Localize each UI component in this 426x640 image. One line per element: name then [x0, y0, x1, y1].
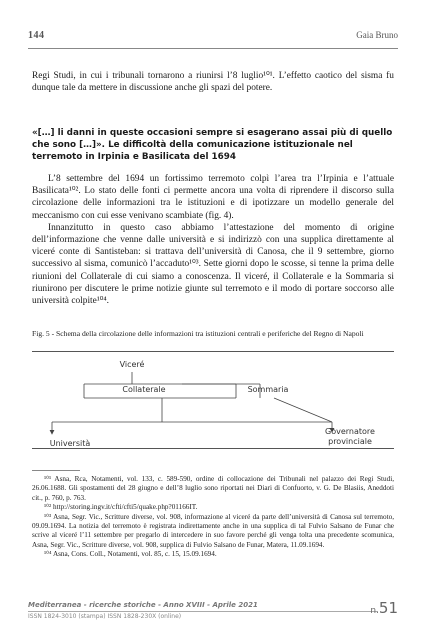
figure-diagram	[32, 351, 394, 449]
header-rule	[28, 48, 398, 49]
top-paragraph-block	[32, 70, 394, 94]
page-footer	[28, 601, 398, 625]
footnote: ¹⁰¹ Asna, Rca, Notamenti, vol. 133, c. 589-590, ordine di collocazione dei Tribunali nel palazzo dei Regi Studi, 26.06.1688. Gli spostamenti del 28 giugno e dell’8 luglio sono riportati nei Diari di Confuorto, v. G. De Blasiis, Aneddoti cit., p. 760, p. 763.	[32, 475, 394, 502]
issue-number	[370, 599, 398, 617]
running-header	[28, 30, 398, 44]
node-universita: Università	[49, 439, 91, 448]
node-governatore-line2: provinciale	[328, 437, 372, 446]
node-sommaria: Sommaria	[247, 385, 289, 394]
node-collaterale: Collaterale	[122, 385, 166, 394]
node-governatore-line1: Governatore	[325, 427, 375, 436]
paragraph-main: Innanzitutto in questo caso abbiamo l’attestazione del momento di origine dell’informazione che venne dalle università e si indirizzò con una supplica direttamente al viceré conte di Santisteban: si trattava dell’università di Canosa, che il 9 settembre, giorno successivo al sisma, comunicò l’accaduto¹⁰³. Sette giorni dopo le scosse, si tenne la prima delle riunioni del Collaterale di cui siamo a conoscenza. Il viceré, il Collaterale e la Sommaria si riunirono per discutere le prime notizie giunte sul terremoto e il modo di portare soccorso alle università colpite¹⁰⁴.	[32, 222, 394, 307]
running-author: Gaia Bruno	[356, 30, 398, 40]
journal-name: Mediterranea - ricerche storiche - Anno XVIII - Aprile 2021	[28, 601, 258, 609]
issn-line: ISSN 1824-3010 (stampa) ISSN 1828-230X (online)	[28, 613, 182, 620]
diagram-svg	[32, 352, 394, 448]
figure-caption: Fig. 5 - Schema della circolazione delle informazioni tra istituzioni centrali e periferiche del Regno di Napoli	[32, 329, 364, 338]
node-vicere: Viceré	[119, 360, 145, 369]
footnote: ¹⁰³ Asna, Segr. Vic., Scritture diverse, vol. 908, informazione al viceré da parte dell’università di Canosa sul terremoto, 09.09.1694. La notizia del terremoto è registrata indirettamente anche in una supplica di tal Fulvio Salsano de Funar che scrive al viceré l’11 settembre per pregarlo di intercedere in suo favore perché gli venga tolta una precedente scomunica, Asna, Segr. Vic., Scritture diverse, vol. 908, supplica di Fulvio Salsano de Funar, Matera, 11.09.1694.	[32, 512, 394, 549]
footnote-rule	[32, 470, 80, 471]
connector-line	[274, 398, 332, 422]
main-paragraph-block	[32, 173, 394, 307]
footnotes	[32, 475, 394, 560]
paragraph-main: L’8 settembre del 1694 un fortissimo terremoto colpì l’area tra l’Irpinia e l’attuale Basilicata¹⁰². Lo stato delle fonti ci permette ancora una volta di riprendere il discorso sulla circolazione delle informazioni tra le istituzioni e di ipotizzare un modello generale del meccanismo con cui esse venivano scambiate (fig. 4).	[32, 174, 394, 221]
issue-prefix: n.	[370, 606, 379, 616]
footnote: ¹⁰² http://storing.ingv.it/cfti/cfti5/quake.php?01166IT.	[44, 503, 198, 512]
footnote: ¹⁰⁴ Asna, Cons. Coll., Notamenti, vol. 85, c. 15, 15.09.1694.	[44, 550, 217, 559]
paragraph-top: Regi Studi, in cui i tribunali tornarono a riunirsi l’8 luglio¹⁰¹. L’effetto caotico del sisma fu dunque tale da mettere in discussione anche gli spazi del potere.	[32, 71, 394, 94]
section-heading: «[…] li danni in queste occasioni sempre si esagerano assai più di quello che sono […]». Le difficoltà della comunicazione istituzionale nel terremoto in Irpinia e Basilicata del 1694	[32, 128, 393, 163]
issue-page: 51	[378, 599, 398, 617]
page-number: 144	[28, 30, 45, 41]
